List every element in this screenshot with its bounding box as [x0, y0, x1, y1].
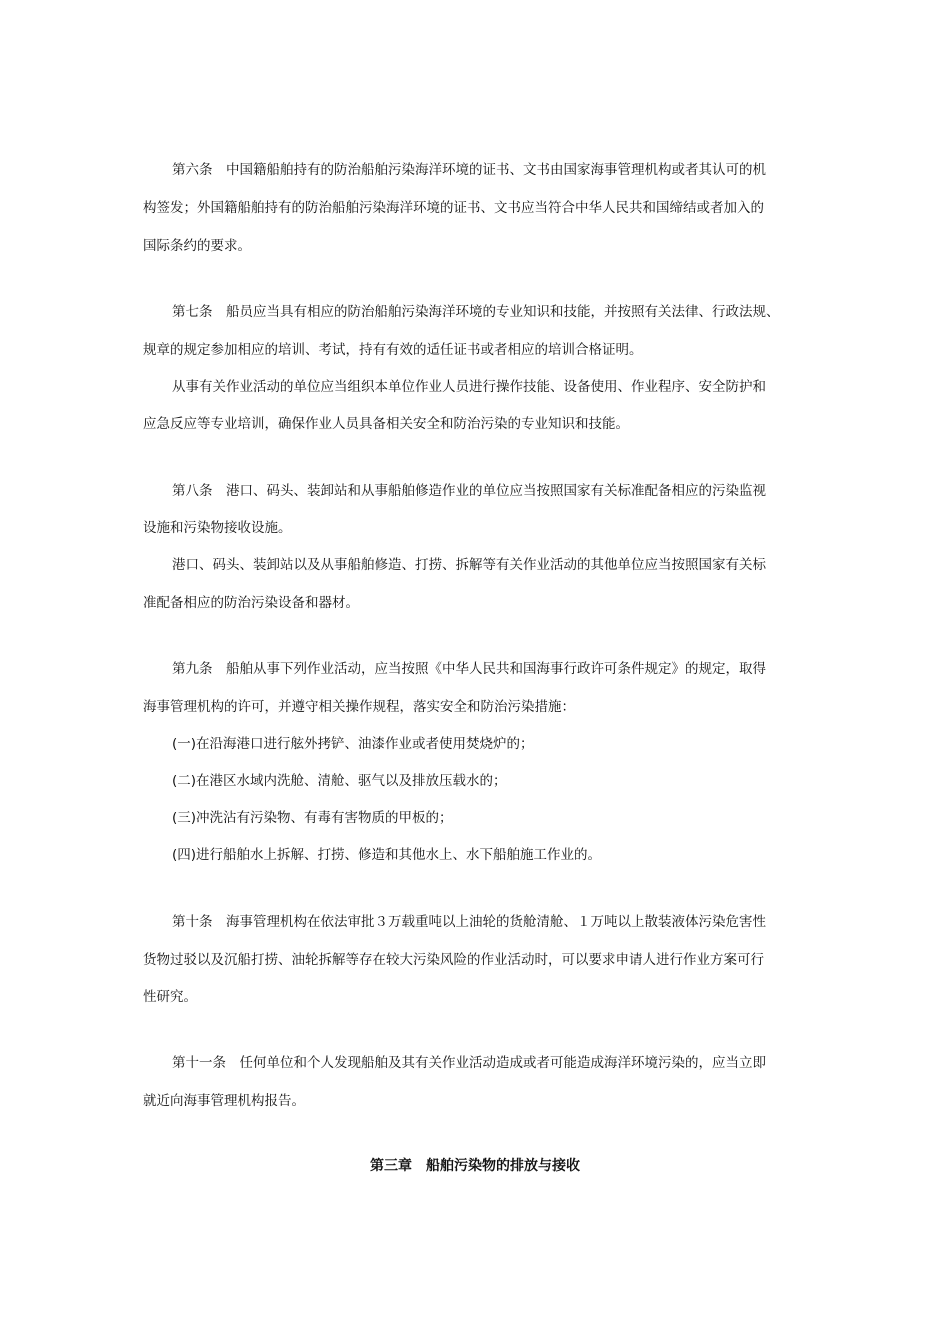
article-9-item-4: (四)进行船舶水上拆解、打捞、修造和其他水上、水下船舶施工作业的。	[172, 847, 602, 863]
article-8-paragraph-2-line-2: 准配备相应的防治污染设备和器材。	[143, 595, 359, 611]
chapter-3-heading: 第三章 船舶污染物的排放与接收	[370, 1158, 580, 1174]
article-6-line-1: 第六条 中国籍船舶持有的防治船舶污染海洋环境的证书、文书由国家海事管理机构或者其认可的机	[172, 162, 766, 178]
article-7-line-1: 第七条 船员应当具有相应的防治船舶污染海洋环境的专业知识和技能，并按照有关法律、行政法规、	[172, 304, 780, 320]
article-7-paragraph-2-line-2: 应急反应等专业培训，确保作业人员具备相关安全和防治污染的专业知识和技能。	[143, 416, 629, 432]
article-10-line-1: 第十条 海事管理机构在依法审批３万载重吨以上油轮的货舱清舱、１万吨以上散装液体污染危害性	[172, 914, 766, 930]
article-11-line-1: 第十一条 任何单位和个人发现船舶及其有关作业活动造成或者可能造成海洋环境污染的，应当立即	[172, 1055, 766, 1071]
article-11-line-2: 就近向海事管理机构报告。	[143, 1093, 305, 1109]
article-10-line-3: 性研究。	[143, 989, 197, 1005]
article-9-item-3: (三)冲洗沾有污染物、有毒有害物质的甲板的；	[172, 810, 453, 826]
article-6-line-2: 构签发；外国籍船舶持有的防治船舶污染海洋环境的证书、文书应当符合中华人民共和国缔结或者加入的	[143, 200, 764, 216]
article-7-line-2: 规章的规定参加相应的培训、考试，持有有效的适任证书或者相应的培训合格证明。	[143, 342, 643, 358]
article-8-paragraph-2-line-1: 港口、码头、装卸站以及从事船舶修造、打捞、拆解等有关作业活动的其他单位应当按照国家有关标	[172, 557, 766, 573]
article-9-item-1: (一)在沿海港口进行舷外拷铲、油漆作业或者使用焚烧炉的；	[172, 736, 534, 752]
article-8-line-2: 设施和污染物接收设施。	[143, 520, 292, 536]
article-6-line-3: 国际条约的要求。	[143, 238, 251, 254]
article-9-line-2: 海事管理机构的许可，并遵守相关操作规程，落实安全和防治污染措施：	[143, 699, 575, 715]
article-8-line-1: 第八条 港口、码头、装卸站和从事船舶修造作业的单位应当按照国家有关标准配备相应的污染监视	[172, 483, 766, 499]
article-10-line-2: 货物过驳以及沉船打捞、油轮拆解等存在较大污染风险的作业活动时，可以要求申请人进行作业方案可行	[143, 952, 764, 968]
article-9-item-2: (二)在港区水域内洗舱、清舱、驱气以及排放压载水的；	[172, 773, 507, 789]
article-9-line-1: 第九条 船舶从事下列作业活动，应当按照《中华人民共和国海事行政许可条件规定》的规定，取得	[172, 661, 766, 677]
article-7-paragraph-2-line-1: 从事有关作业活动的单位应当组织本单位作业人员进行操作技能、设备使用、作业程序、安全防护和	[172, 379, 766, 395]
